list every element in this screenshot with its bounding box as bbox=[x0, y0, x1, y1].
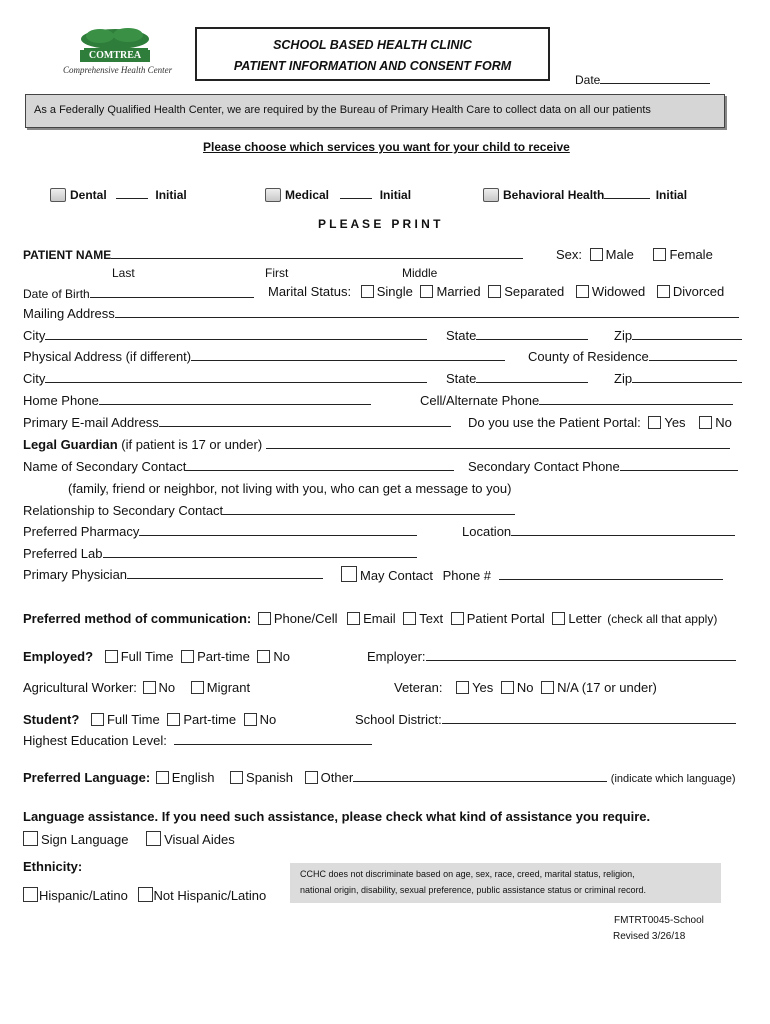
may-contact-checkbox[interactable] bbox=[341, 566, 357, 582]
employer-label: Employer: bbox=[367, 649, 426, 664]
sex-label: Sex: bbox=[556, 247, 583, 262]
veteran-yes-checkbox[interactable] bbox=[456, 681, 469, 694]
comm-letter-label: Letter bbox=[568, 611, 602, 626]
marital-separated-label: Separated bbox=[504, 284, 565, 299]
lang-other-checkbox[interactable] bbox=[305, 771, 318, 784]
zip-field[interactable] bbox=[632, 328, 742, 340]
not-hispanic-label: Not Hispanic/Latino bbox=[153, 888, 267, 903]
ethnicity-row bbox=[23, 887, 266, 903]
comm-letter-checkbox[interactable] bbox=[552, 612, 565, 625]
county-row bbox=[528, 349, 737, 364]
mailing-row bbox=[23, 306, 739, 321]
zip2-label: Zip bbox=[614, 371, 633, 386]
employed-no-label: No bbox=[273, 649, 291, 664]
veteran-no-checkbox[interactable] bbox=[501, 681, 514, 694]
services-heading: Please choose which services you want for your child to receive bbox=[203, 140, 570, 154]
portal-row bbox=[468, 415, 732, 430]
may-contact-row bbox=[341, 566, 723, 583]
physician-row bbox=[23, 567, 323, 582]
city-row bbox=[23, 328, 427, 343]
date-row bbox=[575, 72, 710, 87]
mailing-label: Mailing Address bbox=[23, 306, 115, 321]
assist-options-row bbox=[23, 831, 235, 847]
medical-checkbox[interactable] bbox=[265, 188, 281, 202]
secondary-phone-field[interactable] bbox=[620, 459, 738, 471]
veteran-no-label: No bbox=[516, 680, 534, 695]
lab-label: Preferred Lab bbox=[23, 546, 103, 561]
form-title-1: SCHOOL BASED HEALTH CLINIC bbox=[273, 38, 472, 52]
employer-row bbox=[367, 649, 736, 664]
behavioral-initial-field[interactable] bbox=[604, 187, 650, 199]
marital-single-label: Single bbox=[376, 284, 413, 299]
zip-label: Zip bbox=[614, 328, 633, 343]
state-label: State bbox=[446, 328, 477, 343]
employed-row bbox=[23, 649, 290, 664]
pharmacy-label: Preferred Pharmacy bbox=[23, 524, 140, 539]
date-field[interactable] bbox=[600, 72, 710, 84]
employed-full-label: Full Time bbox=[120, 649, 174, 664]
county-label: County of Residence bbox=[528, 349, 649, 364]
district-row bbox=[355, 712, 736, 727]
lang-indicate-note: (indicate which language) bbox=[610, 773, 736, 785]
agri-migrant-label: Migrant bbox=[206, 680, 251, 695]
ethnicity-label: Ethnicity: bbox=[23, 859, 83, 874]
physical-row bbox=[23, 349, 505, 364]
agri-migrant-checkbox[interactable] bbox=[191, 681, 204, 694]
date-label: Date bbox=[575, 73, 601, 87]
medical-initial-label: Initial bbox=[379, 188, 412, 202]
relationship-label: Relationship to Secondary Contact bbox=[23, 503, 224, 518]
name-first-hint: First bbox=[265, 266, 289, 280]
dental-initial-label: Initial bbox=[155, 188, 187, 202]
portal-yes-label: Yes bbox=[664, 415, 686, 430]
service-dental bbox=[50, 187, 187, 202]
lab-field[interactable] bbox=[103, 546, 417, 558]
education-label: Highest Education Level: bbox=[23, 733, 167, 748]
dob-row bbox=[23, 286, 254, 301]
form-revised: Revised 3/26/18 bbox=[613, 931, 686, 942]
comm-email-checkbox[interactable] bbox=[347, 612, 360, 625]
marital-row bbox=[268, 284, 724, 299]
location-field[interactable] bbox=[511, 524, 735, 536]
physical-label: Physical Address (if different) bbox=[23, 349, 192, 364]
please-print: P L E A S E P R I N T bbox=[318, 217, 441, 231]
marital-married-label: Married bbox=[436, 284, 481, 299]
veteran-row bbox=[394, 680, 657, 695]
name-last-hint: Last bbox=[112, 266, 135, 280]
secondary-phone-label: Secondary Contact Phone bbox=[468, 459, 620, 474]
state-row bbox=[446, 328, 588, 343]
nondiscrimination-notice bbox=[290, 863, 721, 903]
secondary-row bbox=[23, 459, 454, 474]
secondary-field[interactable] bbox=[186, 459, 454, 471]
relationship-field[interactable] bbox=[223, 503, 515, 515]
dental-checkbox[interactable] bbox=[50, 188, 66, 202]
state2-field[interactable] bbox=[476, 371, 588, 383]
marital-label: Marital Status: bbox=[268, 284, 352, 299]
service-behavioral bbox=[483, 187, 687, 202]
logo-name: COMTREA bbox=[80, 50, 150, 62]
lang-other-label: Other bbox=[320, 770, 354, 785]
state2-row bbox=[446, 371, 588, 386]
sex-row bbox=[556, 247, 713, 262]
marital-widowed-label: Widowed bbox=[591, 284, 646, 299]
sex-male-label: Male bbox=[605, 247, 634, 262]
home-phone-row bbox=[23, 393, 371, 408]
location-row bbox=[462, 524, 735, 539]
marital-divorced-checkbox[interactable] bbox=[657, 285, 670, 298]
sign-language-label: Sign Language bbox=[41, 832, 129, 847]
education-row bbox=[23, 733, 372, 748]
student-label: Student? bbox=[23, 712, 80, 727]
education-field[interactable] bbox=[174, 733, 372, 745]
dental-label: Dental bbox=[70, 188, 107, 202]
comm-note: (check all that apply) bbox=[607, 612, 718, 626]
comm-text-checkbox[interactable] bbox=[403, 612, 416, 625]
comm-phone-checkbox[interactable] bbox=[258, 612, 271, 625]
visual-aides-checkbox[interactable] bbox=[146, 831, 161, 846]
name-middle-hint: Middle bbox=[402, 266, 438, 280]
student-no-checkbox[interactable] bbox=[244, 713, 257, 726]
portal-question: Do you use the Patient Portal: bbox=[468, 415, 641, 430]
dob-field[interactable] bbox=[90, 286, 254, 298]
logo-tagline: Comprehensive Health Center bbox=[63, 65, 173, 75]
city-field[interactable] bbox=[45, 328, 427, 340]
guardian-note: (if patient is 17 or under) bbox=[121, 437, 263, 452]
lang-spanish-label: Spanish bbox=[246, 770, 294, 785]
may-contact-phone-field[interactable] bbox=[499, 568, 723, 580]
pharmacy-field[interactable] bbox=[139, 524, 417, 536]
employed-no-checkbox[interactable] bbox=[257, 650, 270, 663]
email-label: Primary E-mail Address bbox=[23, 415, 159, 430]
home-phone-field[interactable] bbox=[99, 393, 371, 405]
logo bbox=[60, 26, 173, 78]
district-field[interactable] bbox=[442, 712, 736, 724]
form-code: FMTRT0045-School bbox=[614, 915, 704, 926]
hispanic-checkbox[interactable] bbox=[23, 887, 38, 902]
relationship-row bbox=[23, 503, 515, 518]
phone-hash-label: Phone # bbox=[442, 568, 492, 583]
location-label: Location bbox=[462, 524, 512, 539]
physical-field[interactable] bbox=[191, 349, 505, 361]
patient-name-field[interactable] bbox=[111, 247, 523, 259]
lab-row bbox=[23, 546, 417, 561]
email-field[interactable] bbox=[159, 415, 451, 427]
behavioral-checkbox[interactable] bbox=[483, 188, 499, 202]
dental-initial-field[interactable] bbox=[116, 187, 148, 199]
notice-line-2: national origin, disability, sexual preference, public assistance status or criminal record. bbox=[300, 885, 646, 895]
city2-label: City bbox=[23, 371, 46, 386]
employed-part-checkbox[interactable] bbox=[181, 650, 194, 663]
employer-field[interactable] bbox=[426, 649, 736, 661]
student-part-checkbox[interactable] bbox=[167, 713, 180, 726]
medical-initial-field[interactable] bbox=[340, 187, 372, 199]
pharmacy-row bbox=[23, 524, 417, 539]
zip2-row bbox=[614, 371, 742, 386]
guardian-label: Legal Guardian bbox=[23, 437, 118, 452]
cell-label: Cell/Alternate Phone bbox=[420, 393, 540, 408]
veteran-na-checkbox[interactable] bbox=[541, 681, 554, 694]
lang-english-checkbox[interactable] bbox=[156, 771, 169, 784]
state-field[interactable] bbox=[476, 328, 588, 340]
sex-female-label: Female bbox=[669, 247, 713, 262]
marital-divorced-label: Divorced bbox=[672, 284, 725, 299]
email-row bbox=[23, 415, 451, 430]
comm-portal-checkbox[interactable] bbox=[451, 612, 464, 625]
student-no-label: No bbox=[259, 712, 277, 727]
patient-name-label: PATIENT NAME bbox=[23, 248, 112, 262]
sign-language-checkbox[interactable] bbox=[23, 831, 38, 846]
city2-field[interactable] bbox=[45, 371, 427, 383]
marital-married-checkbox[interactable] bbox=[420, 285, 433, 298]
zip2-field[interactable] bbox=[632, 371, 742, 383]
secondary-label: Name of Secondary Contact bbox=[23, 459, 187, 474]
employed-full-checkbox[interactable] bbox=[105, 650, 118, 663]
marital-widowed-checkbox[interactable] bbox=[576, 285, 589, 298]
language-assist-heading: Language assistance. If you need such assistance, please check what kind of assistance you require. bbox=[23, 809, 651, 824]
comm-phone-label: Phone/Cell bbox=[273, 611, 338, 626]
form-title-2: PATIENT INFORMATION AND CONSENT FORM bbox=[233, 59, 512, 73]
behavioral-label: Behavioral Health bbox=[503, 188, 605, 202]
form-title-box bbox=[195, 27, 550, 81]
lang-other-field[interactable] bbox=[353, 770, 607, 782]
cell-field[interactable] bbox=[539, 393, 733, 405]
student-row bbox=[23, 712, 276, 727]
portal-no-label: No bbox=[715, 415, 732, 430]
agri-no-label: No bbox=[158, 680, 176, 695]
agri-row bbox=[23, 680, 250, 695]
agri-label: Agricultural Worker: bbox=[23, 680, 137, 695]
veteran-yes-label: Yes bbox=[472, 680, 494, 695]
sex-female-checkbox[interactable] bbox=[653, 248, 666, 261]
cell-row bbox=[420, 393, 733, 408]
marital-separated-checkbox[interactable] bbox=[488, 285, 501, 298]
portal-yes-checkbox[interactable] bbox=[648, 416, 661, 429]
sex-male-checkbox[interactable] bbox=[590, 248, 603, 261]
behavioral-initial-label: Initial bbox=[655, 188, 688, 202]
county-field[interactable] bbox=[649, 349, 737, 361]
student-part-label: Part-time bbox=[183, 712, 237, 727]
hispanic-label: Hispanic/Latino bbox=[39, 888, 128, 903]
comm-text-label: Text bbox=[419, 611, 444, 626]
guardian-field[interactable] bbox=[266, 437, 730, 449]
fqhc-banner: As a Federally Qualified Health Center, we are required by the Bureau of Primary Health Care to collect data on all our patients bbox=[25, 94, 725, 128]
zip-row bbox=[614, 328, 742, 343]
student-full-checkbox[interactable] bbox=[91, 713, 104, 726]
city2-row bbox=[23, 371, 427, 386]
dob-label: Date of Birth bbox=[23, 287, 90, 301]
visual-aides-label: Visual Aides bbox=[164, 832, 235, 847]
student-full-label: Full Time bbox=[106, 712, 160, 727]
employed-label: Employed? bbox=[23, 649, 94, 664]
secondary-note: (family, friend or neighbor, not living with you, who can get a message to you) bbox=[68, 481, 512, 496]
agri-no-checkbox[interactable] bbox=[143, 681, 156, 694]
comm-portal-label: Patient Portal bbox=[466, 611, 545, 626]
communication-row bbox=[23, 611, 717, 626]
mailing-field[interactable] bbox=[115, 306, 739, 318]
comm-email-label: Email bbox=[363, 611, 396, 626]
city-label: City bbox=[23, 328, 46, 343]
communication-label: Preferred method of communication: bbox=[23, 611, 252, 626]
secondary-phone-row bbox=[468, 459, 738, 474]
notice-line-1: CCHC does not discriminate based on age, sex, race, creed, marital status, religion, bbox=[300, 869, 635, 879]
home-phone-label: Home Phone bbox=[23, 393, 99, 408]
employed-part-label: Part-time bbox=[197, 649, 250, 664]
veteran-na-label: N/A (17 or under) bbox=[557, 680, 657, 695]
not-hispanic-checkbox[interactable] bbox=[138, 887, 153, 902]
may-contact-label: May Contact bbox=[360, 568, 433, 583]
language-label: Preferred Language: bbox=[23, 770, 151, 785]
physician-field[interactable] bbox=[127, 567, 323, 579]
service-medical bbox=[265, 187, 411, 202]
veteran-label: Veteran: bbox=[394, 680, 443, 695]
state2-label: State bbox=[446, 371, 477, 386]
guardian-row bbox=[23, 437, 730, 452]
portal-no-checkbox[interactable] bbox=[699, 416, 712, 429]
marital-single-checkbox[interactable] bbox=[361, 285, 374, 298]
district-label: School District: bbox=[355, 712, 442, 727]
medical-label: Medical bbox=[285, 188, 330, 202]
patient-name-row bbox=[23, 247, 523, 262]
language-row bbox=[23, 770, 736, 785]
physician-label: Primary Physician bbox=[23, 567, 128, 582]
lang-spanish-checkbox[interactable] bbox=[230, 771, 243, 784]
lang-english-label: English bbox=[171, 770, 215, 785]
